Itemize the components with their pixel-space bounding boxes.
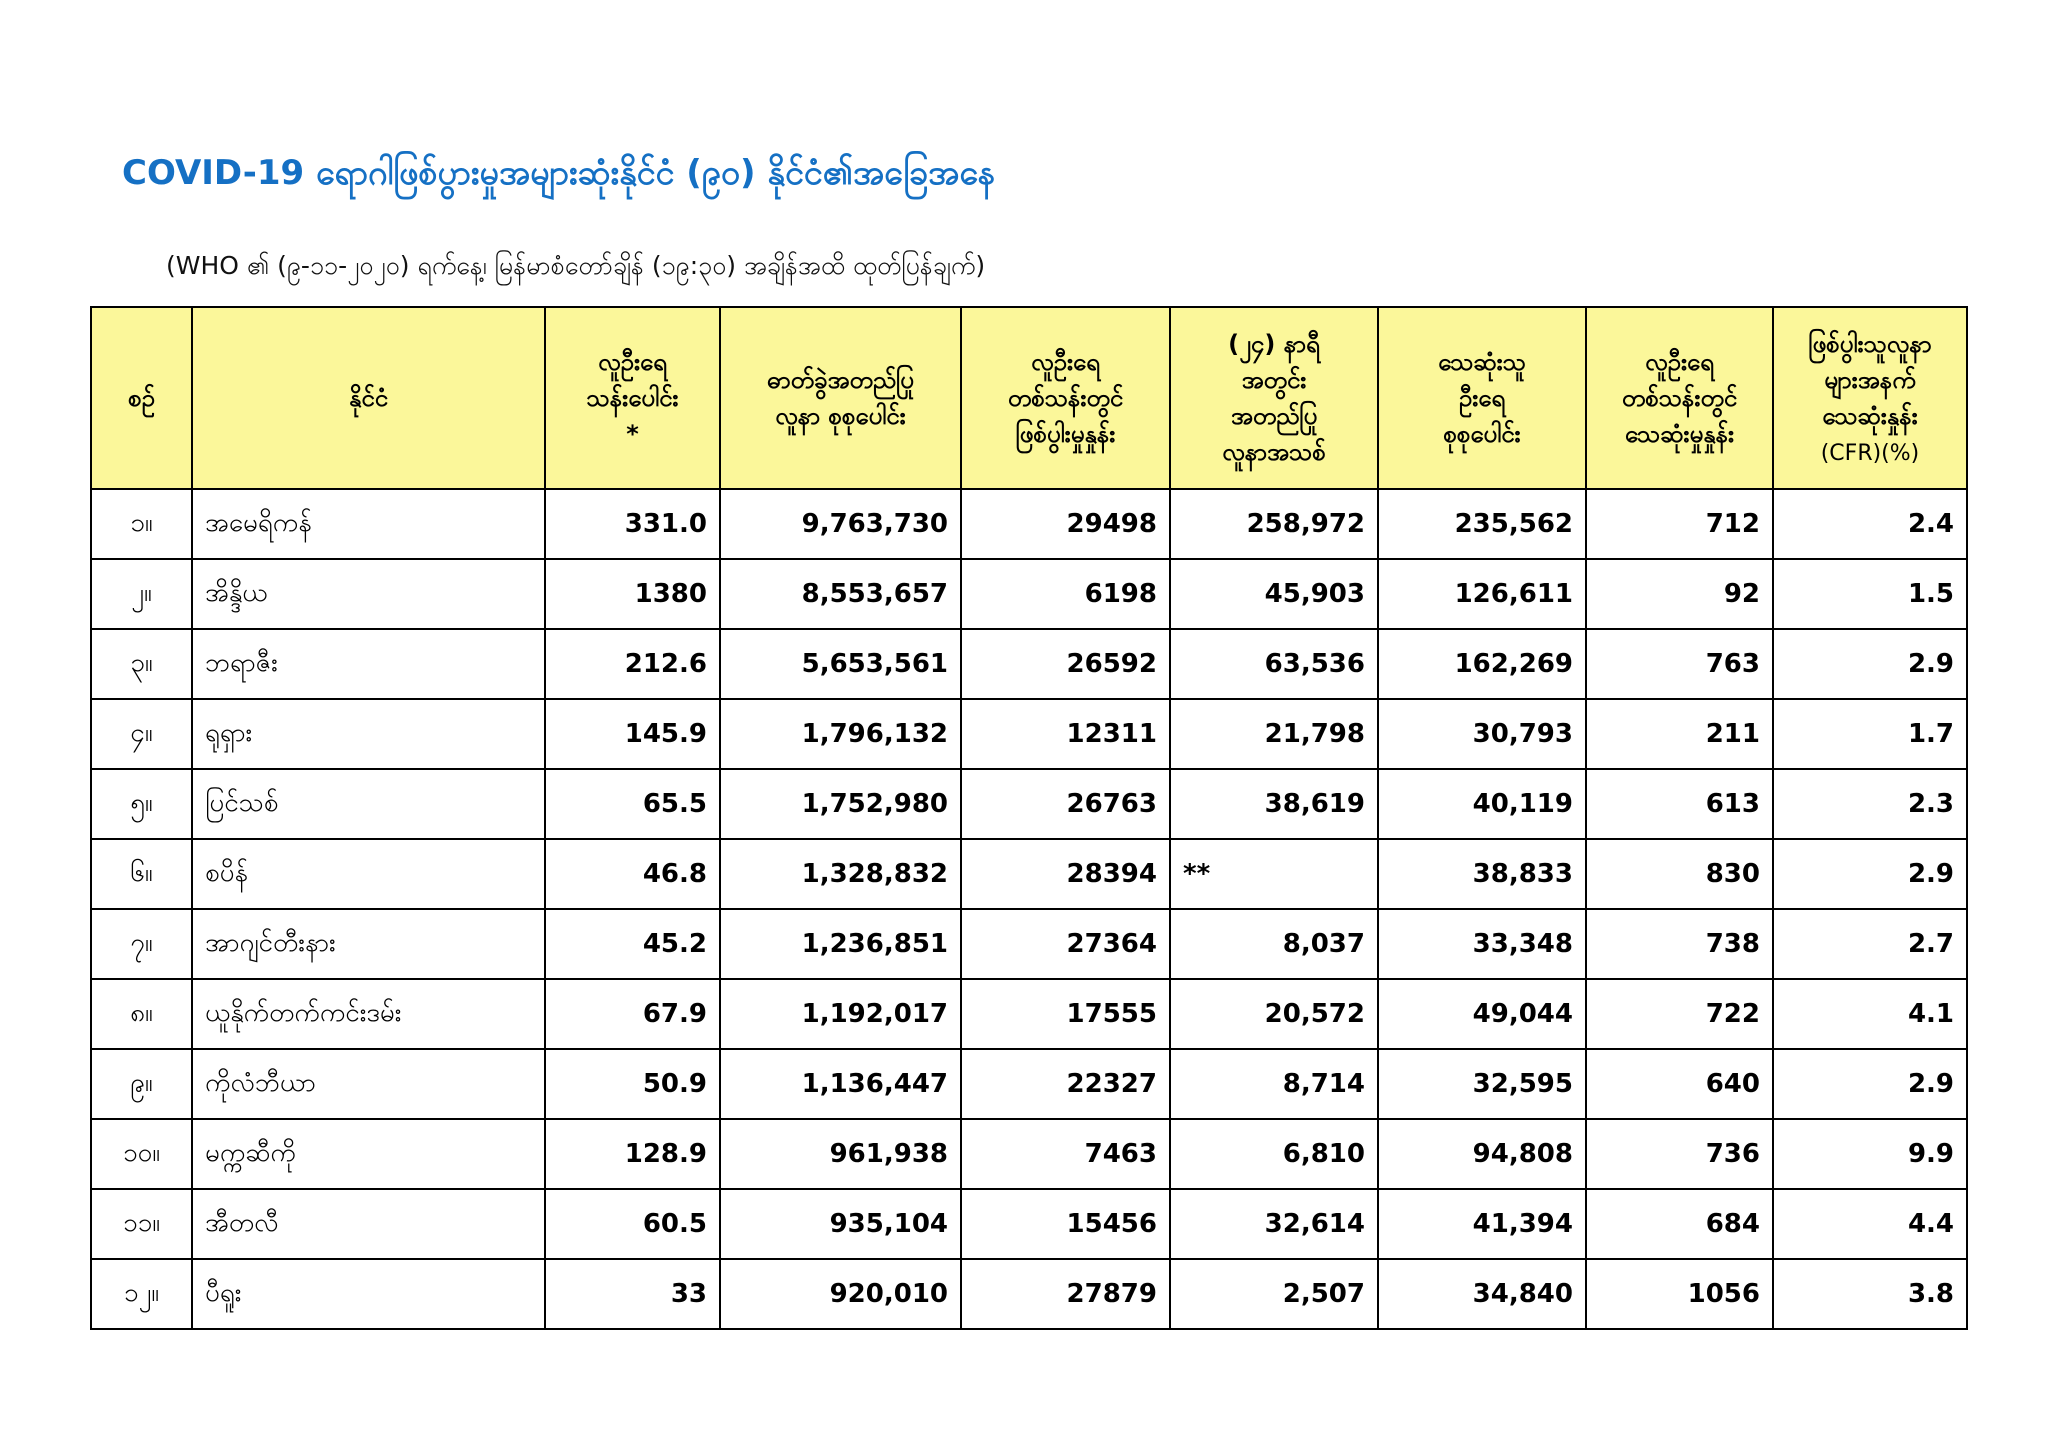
cell-country: ကိုလံဘီယာ: [192, 1049, 545, 1119]
cell-total-cases: 1,236,851: [720, 909, 961, 979]
cell-total-cases: 961,938: [720, 1119, 961, 1189]
cell-total-deaths: 40,119: [1378, 769, 1586, 839]
cell-population: 212.6: [545, 629, 720, 699]
header-total-deaths-line: သေဆုံးသူ: [1438, 348, 1526, 376]
header-cases-per-million: [961, 307, 1170, 489]
cell-cfr: 2.7: [1773, 909, 1967, 979]
table-row: [91, 629, 1967, 699]
cell-cases-per-million: 17555: [961, 979, 1170, 1049]
cell-total-cases: 1,796,132: [720, 699, 961, 769]
cell-country: မက္ကဆီကို: [192, 1119, 545, 1189]
header-no: စဉ်: [91, 307, 192, 489]
cell-total-cases: 1,752,980: [720, 769, 961, 839]
cell-total-deaths: 38,833: [1378, 839, 1586, 909]
cell-cases-per-million: 12311: [961, 699, 1170, 769]
table-row: [91, 1049, 1967, 1119]
page-title: COVID-19 ရောဂါဖြစ်ပွားမှုအများဆုံးနိုင်ငံ (၉၀) နိုင်ငံ၏အခြေအနေ: [122, 153, 996, 193]
cell-no: ၆။: [91, 839, 192, 909]
cell-deaths-per-million: 1056: [1586, 1259, 1773, 1329]
header-cfr-line: များအနက်: [1824, 366, 1916, 394]
cell-total-cases: 1,328,832: [720, 839, 961, 909]
cell-no: ၃။: [91, 629, 192, 699]
cell-cfr: 9.9: [1773, 1119, 1967, 1189]
cell-deaths-per-million: 211: [1586, 699, 1773, 769]
cell-new-cases: 38,619: [1170, 769, 1378, 839]
cell-new-cases: 8,714: [1170, 1049, 1378, 1119]
cell-total-deaths: 32,595: [1378, 1049, 1586, 1119]
cell-cases-per-million: 26592: [961, 629, 1170, 699]
cell-cases-per-million: 22327: [961, 1049, 1170, 1119]
header-new-cases-24h: [1170, 307, 1378, 489]
cell-no: ၉။: [91, 1049, 192, 1119]
cell-no: ၁၂။: [91, 1259, 192, 1329]
cell-deaths-per-million: 640: [1586, 1049, 1773, 1119]
header-cfr-line: သေဆုံးနှုန်း: [1822, 402, 1918, 430]
table-row: [91, 1259, 1967, 1329]
cell-country: ယူနိုက်တက်ကင်းဒမ်း: [192, 979, 545, 1049]
header-total-deaths: [1378, 307, 1586, 489]
cell-cases-per-million: 29498: [961, 489, 1170, 559]
header-total-cases: [720, 307, 961, 489]
cell-new-cases: 20,572: [1170, 979, 1378, 1049]
header-deaths-per-million-line: လူဦးရေ: [1645, 348, 1714, 376]
cell-no: ၅။: [91, 769, 192, 839]
table-header-row: [91, 307, 1967, 489]
covid-country-table: [90, 306, 1968, 1330]
table-row: [91, 559, 1967, 629]
cell-country: ပြင်သစ်: [192, 769, 545, 839]
cell-cfr: 1.7: [1773, 699, 1967, 769]
cell-new-cases: 32,614: [1170, 1189, 1378, 1259]
cell-total-cases: 1,136,447: [720, 1049, 961, 1119]
cell-no: ၁။: [91, 489, 192, 559]
cell-deaths-per-million: 738: [1586, 909, 1773, 979]
cell-total-deaths: 235,562: [1378, 489, 1586, 559]
cell-total-cases: 9,763,730: [720, 489, 961, 559]
cell-population: 1380: [545, 559, 720, 629]
cell-country: ပီရူး: [192, 1259, 545, 1329]
table-row: [91, 839, 1967, 909]
cell-no: ၇။: [91, 909, 192, 979]
cell-new-cases: 8,037: [1170, 909, 1378, 979]
cell-deaths-per-million: 613: [1586, 769, 1773, 839]
header-cfr-unit: (CFR)(%): [1820, 441, 1920, 466]
header-cfr-line: ဖြစ်ပွါးသူလူနာ: [1808, 330, 1932, 358]
cell-cfr: 1.5: [1773, 559, 1967, 629]
cell-no: ၂။: [91, 559, 192, 629]
cell-deaths-per-million: 712: [1586, 489, 1773, 559]
header-total-cases-line: ဓာတ်ခွဲအတည်ပြု: [767, 366, 914, 394]
cell-population: 331.0: [545, 489, 720, 559]
cell-total-deaths: 41,394: [1378, 1189, 1586, 1259]
cell-new-cases: 21,798: [1170, 699, 1378, 769]
cell-cfr: 2.9: [1773, 629, 1967, 699]
cell-cfr: 2.9: [1773, 1049, 1967, 1119]
table-row: [91, 1119, 1967, 1189]
cell-new-cases: 63,536: [1170, 629, 1378, 699]
header-new-cases-line: အတွင်း: [1241, 366, 1307, 394]
header-cases-per-million-line: တစ်သန်းတွင်: [1007, 384, 1124, 412]
cell-total-cases: 935,104: [720, 1189, 961, 1259]
cell-country: အိန္ဒိယ: [192, 559, 545, 629]
cell-deaths-per-million: 684: [1586, 1189, 1773, 1259]
cell-population: 145.9: [545, 699, 720, 769]
header-deaths-per-million-line: တစ်သန်းတွင်: [1621, 384, 1738, 412]
cell-cases-per-million: 26763: [961, 769, 1170, 839]
cell-new-cases: 45,903: [1170, 559, 1378, 629]
cell-total-deaths: 33,348: [1378, 909, 1586, 979]
header-deaths-per-million-line: သေဆုံးမှုနှုန်း: [1624, 420, 1735, 448]
header-population-line: *: [626, 420, 639, 448]
header-new-cases-line: (၂၄) နာရီ: [1228, 330, 1320, 358]
cell-population: 128.9: [545, 1119, 720, 1189]
cell-new-cases: 6,810: [1170, 1119, 1378, 1189]
header-total-deaths-line: ဦးရေ: [1458, 384, 1506, 412]
cell-total-cases: 920,010: [720, 1259, 961, 1329]
header-population-line: သန်းပေါင်း: [586, 384, 679, 412]
header-cfr: [1773, 307, 1967, 489]
table-row: [91, 909, 1967, 979]
cell-deaths-per-million: 736: [1586, 1119, 1773, 1189]
cell-population: 67.9: [545, 979, 720, 1049]
cell-cases-per-million: 15456: [961, 1189, 1170, 1259]
cell-no: ၄။: [91, 699, 192, 769]
table-row: [91, 699, 1967, 769]
table-row: [91, 1189, 1967, 1259]
cell-total-deaths: 126,611: [1378, 559, 1586, 629]
cell-cfr: 2.9: [1773, 839, 1967, 909]
cell-cfr: 2.3: [1773, 769, 1967, 839]
cell-total-deaths: 30,793: [1378, 699, 1586, 769]
header-new-cases-line: လူနာအသစ်: [1222, 438, 1326, 466]
header-new-cases-line: အတည်ပြု: [1230, 402, 1318, 430]
page-subtitle: (WHO ၏ (၉-၁၁-၂၀၂၀) ရက်နေ့၊ မြန်မာစံတော်ချိန် (၁၉:၃၀) အချိန်အထိ ထုတ်ပြန်ချက်): [166, 251, 986, 280]
header-population-line: လူဦးရေ: [598, 348, 667, 376]
cell-deaths-per-million: 92: [1586, 559, 1773, 629]
cell-total-cases: 1,192,017: [720, 979, 961, 1049]
header-population: [545, 307, 720, 489]
cell-population: 50.9: [545, 1049, 720, 1119]
header-cases-per-million-line: ဖြစ်ပွါးမှုနှုန်း: [1015, 420, 1116, 448]
cell-cases-per-million: 27879: [961, 1259, 1170, 1329]
header-country: နိုင်ငံ: [192, 307, 545, 489]
cell-population: 60.5: [545, 1189, 720, 1259]
cell-deaths-per-million: 763: [1586, 629, 1773, 699]
cell-country: စပိန်: [192, 839, 545, 909]
cell-cases-per-million: 7463: [961, 1119, 1170, 1189]
cell-country: အီတလီ: [192, 1189, 545, 1259]
cell-population: 65.5: [545, 769, 720, 839]
cell-deaths-per-million: 722: [1586, 979, 1773, 1049]
cell-no: ၁၁။: [91, 1189, 192, 1259]
header-cases-per-million-line: လူဦးရေ: [1031, 348, 1100, 376]
cell-cfr: 4.4: [1773, 1189, 1967, 1259]
cell-total-deaths: 49,044: [1378, 979, 1586, 1049]
cell-total-cases: 5,653,561: [720, 629, 961, 699]
cell-new-cases: 258,972: [1170, 489, 1378, 559]
cell-total-deaths: 34,840: [1378, 1259, 1586, 1329]
cell-cases-per-million: 6198: [961, 559, 1170, 629]
cell-cases-per-million: 28394: [961, 839, 1170, 909]
cell-total-cases: 8,553,657: [720, 559, 961, 629]
cell-new-cases: 2,507: [1170, 1259, 1378, 1329]
header-total-deaths-line: စုစုပေါင်း: [1443, 420, 1521, 448]
cell-country: အမေရိကန်: [192, 489, 545, 559]
table-row: [91, 489, 1967, 559]
cell-no: ၁၀။: [91, 1119, 192, 1189]
header-deaths-per-million: [1586, 307, 1773, 489]
cell-cfr: 3.8: [1773, 1259, 1967, 1329]
header-total-cases-line: လူနာ စုစုပေါင်း: [775, 402, 906, 430]
cell-cfr: 4.1: [1773, 979, 1967, 1049]
cell-country: ဘရာဇီး: [192, 629, 545, 699]
cell-deaths-per-million: 830: [1586, 839, 1773, 909]
cell-country: ရုရှား: [192, 699, 545, 769]
cell-new-cases: **: [1170, 839, 1378, 909]
cell-no: ၈။: [91, 979, 192, 1049]
table-row: [91, 769, 1967, 839]
cell-cfr: 2.4: [1773, 489, 1967, 559]
cell-country: အာဂျင်တီးနား: [192, 909, 545, 979]
cell-population: 45.2: [545, 909, 720, 979]
cell-population: 33: [545, 1259, 720, 1329]
cell-total-deaths: 94,808: [1378, 1119, 1586, 1189]
cell-total-deaths: 162,269: [1378, 629, 1586, 699]
table-row: [91, 979, 1967, 1049]
cell-cases-per-million: 27364: [961, 909, 1170, 979]
cell-population: 46.8: [545, 839, 720, 909]
